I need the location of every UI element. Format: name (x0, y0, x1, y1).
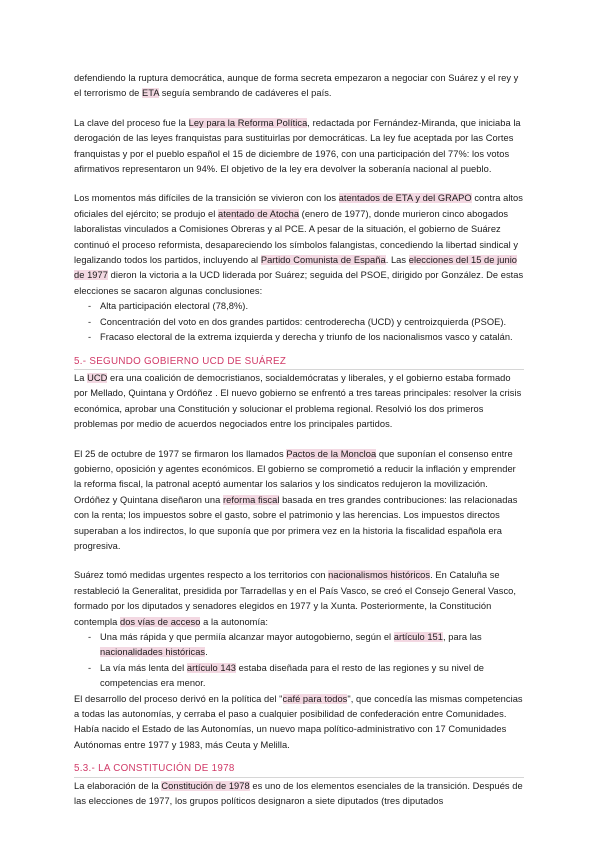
highlight-articulo-143: artículo 143 (186, 662, 237, 673)
paragraph-ucd (74, 371, 524, 433)
highlight-elecciones-1977: elecciones del 15 de junio de 1977 (74, 255, 518, 281)
text: a la autonomía: (200, 616, 268, 627)
text: La (74, 372, 88, 383)
text: estaba diseñada para el resto de las regiones y su nivel de competencias era menor. (100, 662, 485, 689)
list-item: - Alta participación electoral (78,8%). (74, 299, 524, 314)
vias-list (74, 630, 524, 692)
text: que suponían el consenso entre gobierno, oposición y agentes económicos. El gobierno se comprometió a reducir la inflación y emprender la reforma fiscal, la patronal aceptó aumentar los salarios y los sindicatos redujeron la movilización. Ordóñez y Quintana diseñaron una (74, 448, 516, 505)
section-heading-line (74, 761, 524, 777)
list-item: - Concentración del voto en dos grandes partidos: centroderecha (UCD) y centroizquierda (PSOE). (74, 315, 524, 330)
list-item (74, 661, 524, 692)
highlight-atentados: atentados de ETA y del GRAPO (338, 193, 472, 204)
text: . Las (385, 255, 409, 266)
text: La elaboración de la (74, 780, 162, 791)
section-heading-5-3: 5.3.- LA CONSTITUCIÓN DE 1978 (74, 763, 235, 775)
text: , redactada por Fernández-Miranda, que iniciaba la derogación de las leyes franquistas para sustituirlas por democráticas. La ley fue aceptada por las Cortes franquistas y por el pueblo español el 15 de diciembre de 1976, con una participación del 77%: los votos afirmativos representaron un 94%. El objetivo de la ley era devolver la soberanía nacional al pueblo. (74, 117, 521, 175)
highlight-pactos-moncloa: Pactos de la Moncloa (286, 448, 377, 459)
text: defendiendo la ruptura democrática, aunque de forma secreta empezaron a negociar con Suárez y el rey y el terrorismo de (74, 73, 519, 99)
paragraph-nacionalismos (74, 568, 524, 630)
highlight-nacionalismos: nacionalismos históricos (328, 570, 431, 581)
text: La vía más lenta del (100, 662, 187, 673)
highlight-dos-vias: dos vías de acceso (119, 616, 201, 627)
text: El 25 de octubre de 1977 se firmaron los llamados (74, 448, 287, 459)
text: contra altos oficiales del ejército; se produjo el (74, 193, 523, 219)
section-heading-line (74, 354, 524, 370)
list-item: - Fracaso electoral de la extrema izquierda y derecha y triunfo de los nacionalismos vasco y catalán. (74, 330, 524, 345)
text: seguía sembrando de cadáveres el país. (159, 88, 332, 99)
paragraph-ley-reforma (74, 116, 524, 178)
highlight-atocha: atentado de Atocha (218, 208, 300, 219)
text: El desarrollo del proceso derivó en la política del " (74, 693, 283, 704)
highlight-reforma-fiscal: reforma fiscal (222, 494, 280, 505)
paragraph-pactos-moncloa (74, 447, 524, 555)
text: ", que concedía las mismas competencias a todas las autonomías, y cerraba el paso a cualquier posibilidad de confederación entre Comunidades. Había nacido el Estado de las Autonomías, un nuevo mapa político-administrativo con 17 Comunidades Autónomas entre 1977 y 1983, más Ceuta y Melilla. (74, 693, 523, 750)
text: era una coalición de democristianos, socialdemócratas y liberales, y el gobierno estaba formado por Mellado, Quintana y Ordóñez . El nuevo gobierno se enfrentó a tres tareas principales: resolver la crisis económica, aprobar una Constitución y solucionar el problema regional. Resolvió los dos primeros problemas por medio de acuerdos negociados entre los principales partidos. (74, 372, 522, 430)
highlight-ucd: UCD (87, 372, 108, 383)
paragraph-cafe-para-todos (74, 692, 524, 754)
highlight-cafe-para-todos: café para todos (282, 693, 348, 704)
highlight-constitucion-1978: Constitución de 1978 (161, 780, 250, 791)
text: es uno de los elementos esenciales de la transición. Después de las elecciones de 1977, los grupos políticos designaron a siete diputados (tres diputados (74, 780, 523, 807)
text: , para las (442, 632, 482, 642)
text: (enero de 1977), donde murieron cinco abogados laboralistas vinculados a Comisiones Obreras y al PCE. A pesar de la situación, el gobierno de Suárez continuó el proceso reformista, desapareciendo los símbolos falangistas, concediendo la libertad sindical y legalizando todos los partidos, incluyendo al (74, 208, 519, 266)
text: basada en tres grandes contribuciones: las relacionadas con la renta; los impuestos sobre el gasto, sobre el patrimonio y las herencias. Los impuestos directos superaban a los indirectos, lo que suponía que por primera vez en la historia la fiscalidad española era progresiva. (74, 494, 518, 551)
highlight-pce: Partido Comunista de España (260, 255, 386, 266)
text: dieron la victoria a la UCD liderada por Suárez; seguida del PSOE, dirigido por González. De estas elecciones se sacaron algunas conclusiones: (74, 270, 524, 296)
highlight-articulo-151: artículo 151 (393, 632, 443, 642)
text: La clave del proceso fue la (74, 117, 189, 128)
paragraph-ruptura (74, 71, 524, 102)
text: Una más rápida y que permiía alcanzar mayor autogobierno, según el (100, 632, 394, 642)
conclusions-list (74, 299, 524, 345)
section-heading-5: 5.- SEGUNDO GOBIERNO UCD DE SUÁREZ (74, 355, 287, 367)
text: . (205, 647, 208, 658)
paragraph-constitucion (74, 779, 524, 810)
text: Suárez tomó medidas urgentes respecto a los territorios con (74, 570, 329, 581)
paragraph-momentos-dificiles (74, 191, 524, 299)
list-item (74, 630, 524, 661)
text: Los momentos más difíciles de la transición se vivieron con los (74, 193, 339, 204)
document-page (74, 71, 524, 809)
highlight-eta: ETA (142, 88, 160, 99)
highlight-nacionalidades: nacionalidades históricas (100, 647, 206, 658)
text: . En Cataluña se restableció la Generalitat, presidida por Tarradellas y en el País Vasco, se creó el Consejo General Vasco, formado por los diputados y senadores elegidos en 1977 y la Xunta. Posteriormente, la Constitución contempla (74, 570, 517, 627)
highlight-ley-reforma-politica: Ley para la Reforma Política (188, 117, 308, 128)
